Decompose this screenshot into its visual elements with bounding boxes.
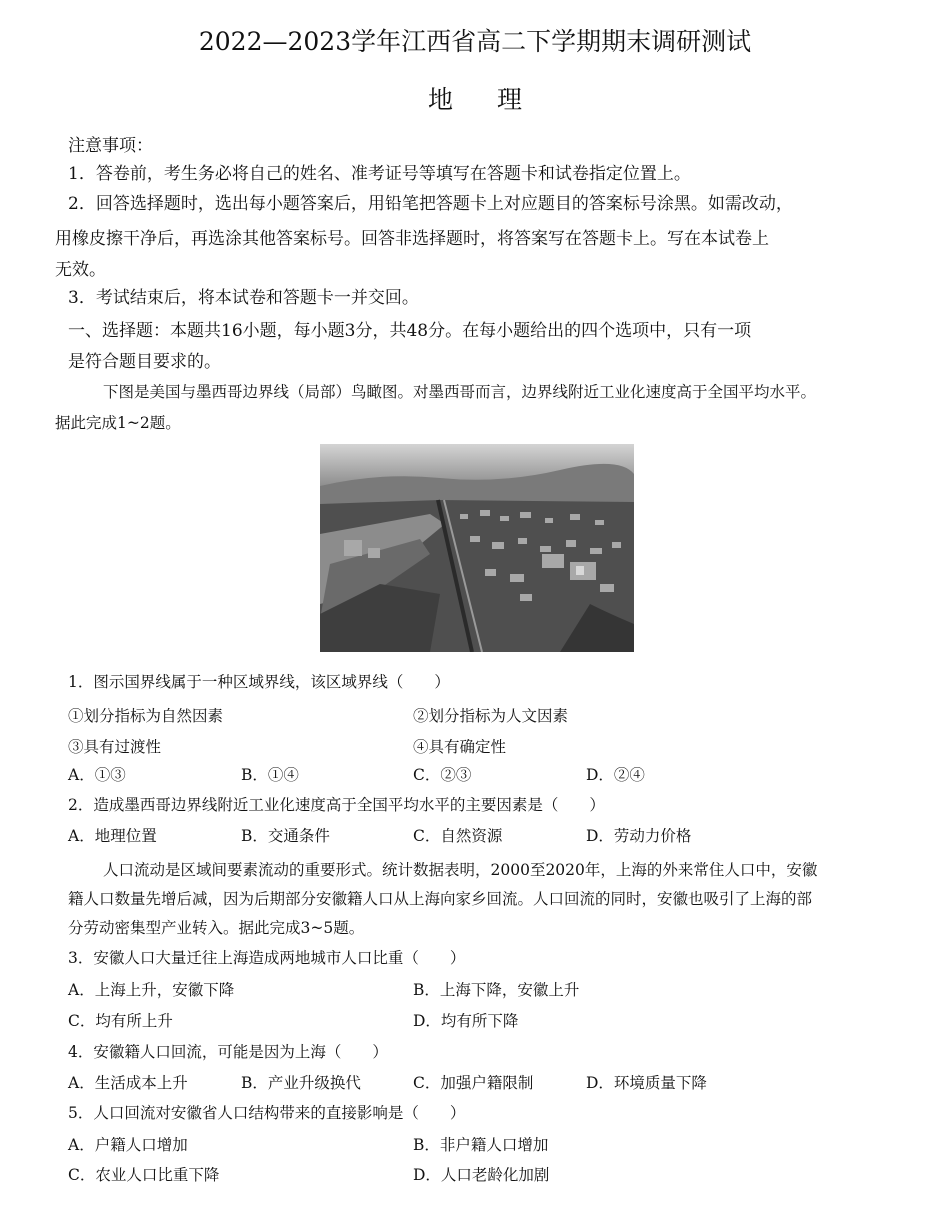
question-4-option-c: C．加强户籍限制	[413, 1074, 534, 1092]
question-2-option-c: C．自然资源	[413, 827, 503, 845]
question-1-option-d: D．②④	[586, 766, 645, 784]
material-2-line-1: 人口流动是区域间要素流动的重要形式。统计数据表明，2000至2020年，上海的外来常住人口中，安徽	[103, 861, 818, 879]
question-4-option-a: A．生活成本上升	[68, 1074, 188, 1092]
question-5-option-b: B．非户籍人口增加	[413, 1136, 549, 1154]
section-heading-line-1: 一、选择题：本题共16小题，每小题3分，共48分。在每小题给出的四个选项中，只有一项	[68, 321, 752, 341]
question-3-stem: 3．安徽人口大量迁往上海造成两地城市人口比重（ ）	[68, 949, 466, 967]
section-heading-line-2: 是符合题目要求的。	[68, 352, 221, 372]
notice-item-2-line-2: 用橡皮擦干净后，再选涂其他答案标号。回答非选择题时，将答案写在答题卡上。写在本试卷上	[55, 229, 769, 249]
question-1-statement-3: ③具有过渡性	[68, 738, 162, 756]
question-3-option-c: C．均有所上升	[68, 1012, 173, 1030]
question-3-option-d: D．均有所下降	[413, 1012, 519, 1030]
border-aerial-photo	[320, 444, 634, 652]
question-1-stem: 1．图示国界线属于一种区域界线，该区域界线（ ）	[68, 673, 450, 691]
question-4-stem: 4．安徽籍人口回流，可能是因为上海（ ）	[68, 1043, 388, 1061]
question-1-option-a: A．①③	[68, 766, 126, 784]
question-2-option-a: A．地理位置	[68, 827, 157, 845]
question-3-option-b: B．上海下降，安徽上升	[413, 981, 580, 999]
notice-item-1: 1．答卷前，考生务必将自己的姓名、准考证号等填写在答题卡和试卷指定位置上。	[68, 164, 691, 184]
question-2-option-b: B．交通条件	[241, 827, 330, 845]
question-1-statement-4: ④具有确定性	[413, 738, 507, 756]
question-4-option-d: D．环境质量下降	[586, 1074, 707, 1092]
notice-item-2-line-3: 无效。	[55, 260, 106, 280]
question-2-stem: 2．造成墨西哥边界线附近工业化速度高于全国平均水平的主要因素是（ ）	[68, 796, 605, 814]
question-5-option-c: C．农业人口比重下降	[68, 1166, 220, 1184]
question-1-statement-2: ②划分指标为人文因素	[413, 707, 569, 725]
question-1-option-b: B．①④	[241, 766, 299, 784]
notice-item-2-line-1: 2．回答选择题时，选出每小题答案后，用铅笔把答题卡上对应题目的答案标号涂黑。如需改动，	[68, 194, 793, 214]
question-5-option-a: A．户籍人口增加	[68, 1136, 188, 1154]
question-5-stem: 5．人口回流对安徽省人口结构带来的直接影响是（ ）	[68, 1104, 466, 1122]
question-2-option-d: D．劳动力价格	[586, 827, 692, 845]
question-4-option-b: B．产业升级换代	[241, 1074, 361, 1092]
question-3-option-a: A．上海上升，安徽下降	[68, 981, 235, 999]
question-1-statement-1: ①划分指标为自然因素	[68, 707, 224, 725]
material-1-line-2: 据此完成1~2题。	[55, 414, 181, 432]
material-1-line-1: 下图是美国与墨西哥边界线（局部）鸟瞰图。对墨西哥而言，边界线附近工业化速度高于全国平均水平。	[103, 383, 817, 401]
notice-item-3: 3．考试结束后，将本试卷和答题卡一并交回。	[68, 288, 419, 308]
material-2-line-3: 分劳动密集型产业转入。据此完成3~5题。	[68, 919, 365, 937]
exam-title: 2022—2023学年江西省高二下学期期末调研测试	[198, 27, 752, 56]
exam-subject: 地理	[427, 85, 566, 114]
material-2-line-2: 籍人口数量先增后减，因为后期部分安徽籍人口从上海向家乡回流。人口回流的同时，安徽也吸引了上海的部	[68, 890, 813, 908]
question-1-option-c: C．②③	[413, 766, 472, 784]
question-5-option-d: D．人口老龄化加剧	[413, 1166, 550, 1184]
notice-heading: 注意事项：	[68, 136, 153, 156]
